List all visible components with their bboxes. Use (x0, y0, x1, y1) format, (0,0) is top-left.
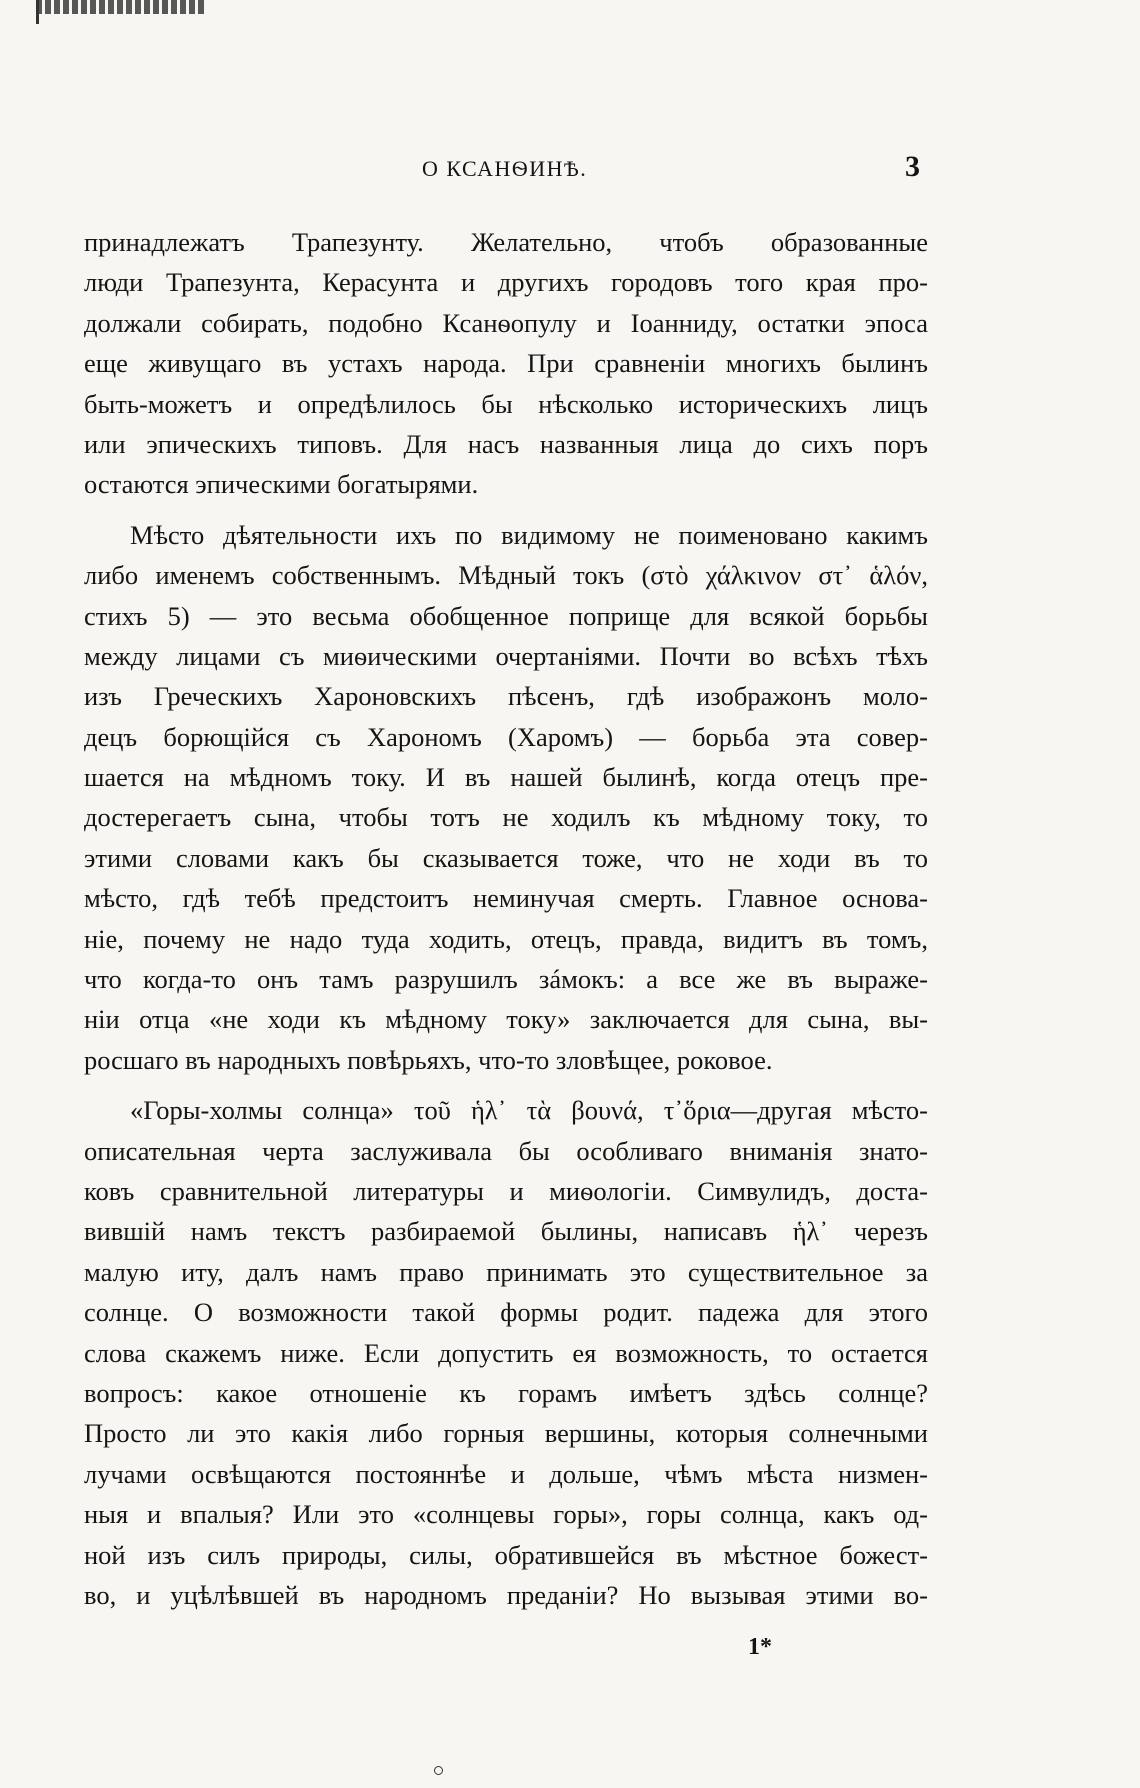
text-line: достерегаетъ сына, чтобы тотъ не ходилъ къ мѣдному току, то (84, 802, 928, 833)
text-line: малую иту, далъ намъ право принимать это существительное за (84, 1256, 928, 1287)
paragraph-3 (84, 1090, 928, 1615)
page-number: 3 (905, 150, 920, 183)
scan-edge-mark (36, 0, 39, 24)
text-line: росшаго въ народныхъ повѣрьяхъ, что-то зловѣщее, роковое. (84, 1044, 773, 1075)
text-line: ной изъ силъ природы, силы, обратившейся въ мѣстное божест- (84, 1539, 928, 1570)
text-line: ныя и впалыя? Или это «солнцевы горы», горы солнца, какъ од- (84, 1499, 928, 1530)
scan-artifact (36, 0, 206, 14)
text-line: либо именемъ собственнымъ. Мѣдный токъ (στὸ χάλκινον στ᾽ ἁλόν, (84, 560, 928, 591)
text-line: стихъ 5) — это весьма обобщенное поприще для всякой борьбы (84, 600, 928, 631)
text-line: солнце. О возможности такой формы родит. падежа для этого (84, 1297, 928, 1328)
text-line: вившій намъ текстъ разбираемой былины, написавъ ἡλ᾽ черезъ (84, 1216, 928, 1247)
text-line: «Горы-холмы солнца» τοῦ ἡλ᾽ τὰ βουνά, τ᾽ὅρια—другая мѣсто- (130, 1095, 928, 1126)
text-line: остаются эпическими богатырями. (84, 469, 479, 500)
text-line: люди Трапезунта, Керасунта и другихъ городовъ того края про- (84, 267, 928, 298)
text-line: ковъ сравнительной литературы и миѳологіи. Симвулидъ, доста- (84, 1175, 928, 1206)
text-line: мѣсто, гдѣ тебѣ предстоитъ неминучая смерть. Главное основа- (84, 883, 928, 914)
running-head: О КСАНѲИНѢ. (422, 156, 588, 181)
text-line: что когда-то онъ тамъ разрушилъ зáмокъ: а все же въ выраже- (84, 964, 928, 995)
text-line: принадлежатъ Трапезунту. Желательно, чтобъ образованные (84, 227, 928, 257)
text-line: описательная черта заслуживала бы особливаго вниманія знато- (84, 1135, 928, 1166)
text-line: Мѣсто дѣятельности ихъ по видимому не поименовано какимъ (130, 519, 928, 550)
text-line: изъ Греческихъ Хароновскихъ пѣсенъ, гдѣ изображонъ моло- (84, 681, 928, 712)
paragraph-1 (84, 222, 928, 505)
text-line: еще живущаго въ устахъ народа. При сравненіи многихъ былинъ (84, 348, 928, 379)
scan-artifact-dot (434, 1766, 443, 1775)
text-line: во, и уцѣлѣвшей въ народномъ преданіи? Но вызывая этими во- (84, 1579, 928, 1610)
text-line: ніи отца «не ходи къ мѣдному току» заключается для сына, вы- (84, 1004, 928, 1035)
text-line: быть-можетъ и опредѣлилось бы нѣсколько историческихъ лицъ (84, 388, 928, 419)
signature-mark: 1* (748, 1634, 772, 1660)
text-line: вопросъ: какое отношеніе къ горамъ имѣетъ здѣсь солнце? (84, 1377, 928, 1408)
paragraph-2 (84, 515, 928, 1080)
text-line: этими словами какъ бы сказывается тоже, что не ходи въ то (84, 842, 928, 873)
text-line: Просто ли это какія либо горныя вершины, которыя солнечными (84, 1418, 928, 1449)
text-line: между лицами съ миѳическими очертаніями. Почти во всѣхъ тѣхъ (84, 640, 928, 671)
text-line: слова скажемъ ниже. Если допустить ея возможность, то остается (84, 1337, 928, 1368)
text-line: должали собирать, подобно Ксанѳопулу и Іоанниду, остатки эпоса (84, 307, 928, 338)
text-line: децъ борющійся съ Харономъ (Харомъ) — борьба эта совер- (84, 721, 928, 752)
text-line: шается на мѣдномъ току. И въ нашей былинѣ, когда отецъ пре- (84, 762, 928, 793)
text-line: лучами освѣщаются постояннѣе и дольше, чѣмъ мѣста низмен- (84, 1458, 928, 1489)
text-line: или эпическихъ типовъ. Для насъ названныя лица до сихъ поръ (84, 428, 928, 459)
text-line: ніе, почему не надо туда ходить, отецъ, правда, видитъ въ томъ, (84, 923, 928, 954)
body-text (84, 222, 928, 1625)
